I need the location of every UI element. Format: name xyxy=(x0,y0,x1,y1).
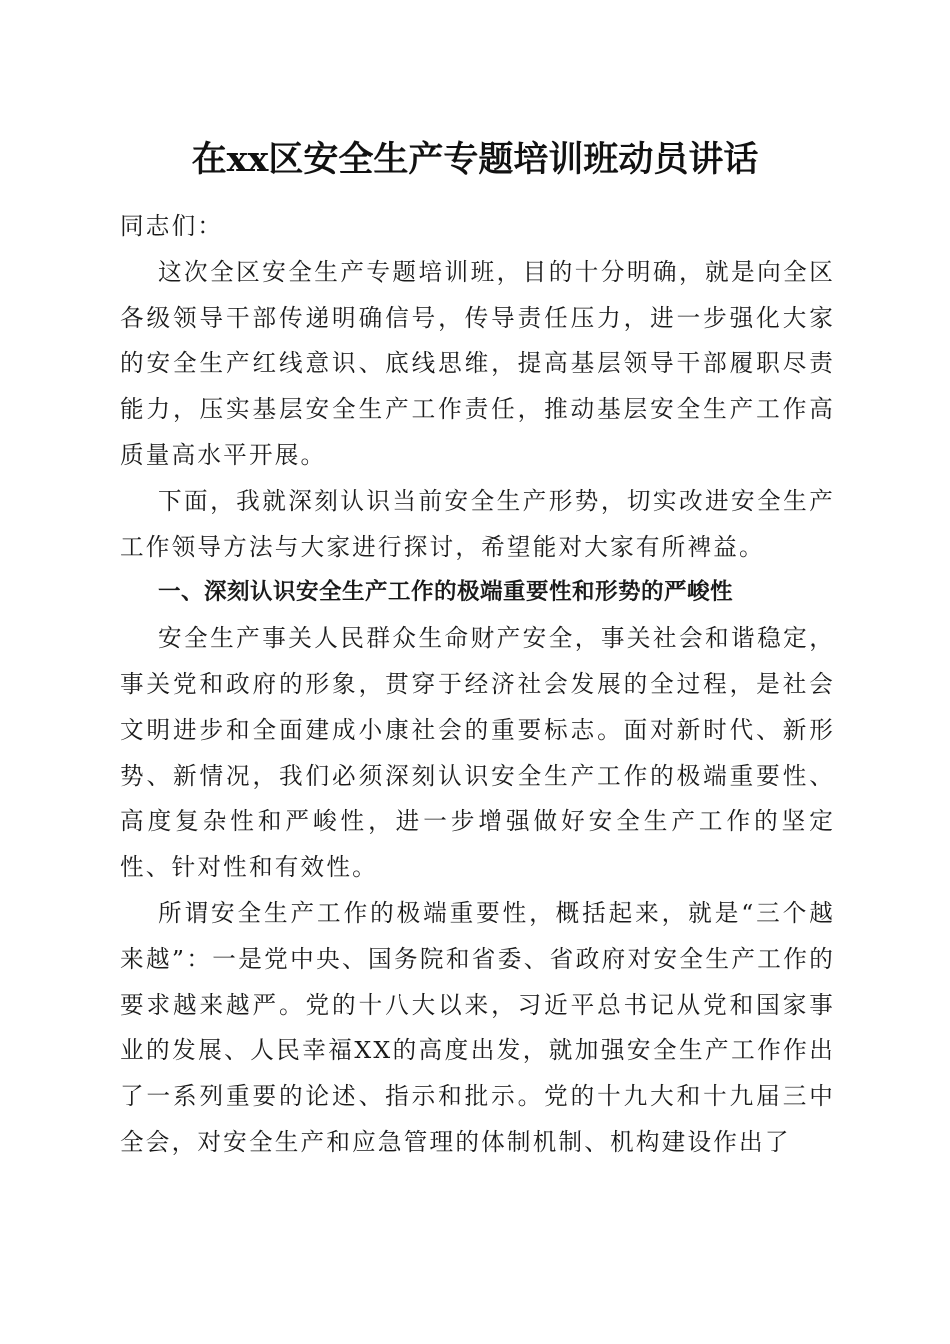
section-heading-1: 一、深刻认识安全生产工作的极端重要性和形势的严峻性 xyxy=(158,579,734,606)
section-paragraph-1: 安全生产事关人民群众生命财产安全，事关社会和谐稳定，事关党和政府的形象，贯穿于经济社会发展的全过程，是社会文明进步和全面建成小康社会的重要标志。面对新时代、新形势、新情况，我们必须深刻认识安全生产工作的极端重要性、高度复杂性和严峻性，进一步增强做好安全生产工作的坚定性、针对性和有效性。 xyxy=(120,624,835,882)
paragraph-1: 这次全区安全生产专题培训班，目的十分明确，就是向全区各级领导干部传递明确信号，传导责任压力，进一步强化大家的安全生产红线意识、底线思维，提高基层领导干部履职尽责能力，压实基层安全生产工作责任，推动基层安全生产工作高质量高水平开展。 xyxy=(120,257,835,469)
document-title: 在xx区安全生产专题培训班动员讲话 xyxy=(191,139,759,180)
section-paragraph-2: 所谓安全生产工作的极端重要性，概括起来，就是“三个越来越”：一是党中央、国务院和省委、省政府对安全生产工作的要求越来越严。党的十八大以来，习近平总书记从党和国家事业的发展、人民幸福XX的高度出发，就加强安全生产工作作出了一系列重要的论述、指示和批示。党的十九大和十九届三中全会，对安全生产和应急管理的体制机制、机构建设作出了 xyxy=(120,898,835,1156)
paragraph-2: 下面，我就深刻认识当前安全生产形势，切实改进安全生产工作领导方法与大家进行探讨，希望能对大家有所裨益。 xyxy=(120,486,835,561)
salutation: 同志们： xyxy=(120,212,224,240)
document-body xyxy=(120,204,835,1166)
